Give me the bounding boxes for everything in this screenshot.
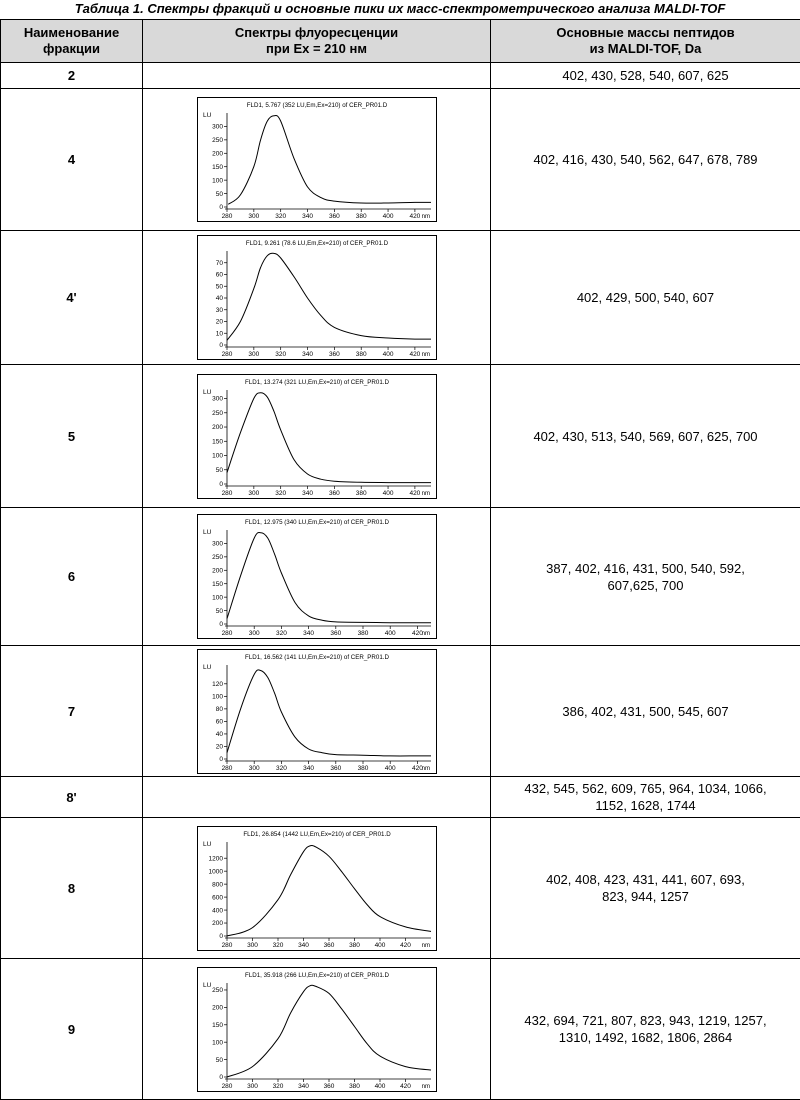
x-tick-label: 300 (248, 490, 259, 497)
x-tick-label: 280 (221, 942, 232, 949)
y-tick-label: 20 (215, 319, 223, 326)
x-tick-label: 380 (349, 1083, 360, 1090)
y-tick-label: 200 (212, 150, 223, 157)
masses-line: 432, 694, 721, 807, 823, 943, 1219, 1257, (524, 1013, 766, 1028)
table-row (1, 63, 800, 89)
x-tick-label: 340 (303, 765, 314, 772)
y-tick-label: 600 (212, 894, 223, 901)
y-tick-label: 70 (215, 260, 223, 267)
table-row (1, 231, 800, 365)
spectrum-chart (197, 514, 437, 639)
chart-frame (197, 236, 436, 360)
y-tick-label: 1000 (208, 868, 223, 875)
y-tick-label: 150 (212, 581, 223, 588)
spectrum-chart (197, 826, 437, 951)
y-tick-label: 0 (219, 1074, 223, 1081)
chart-title: FLD1, 5.767 (352 LU,Em,Ex=210) of CER_PR01.D (246, 102, 387, 109)
spectrum-cell (143, 89, 491, 231)
table-row (1, 777, 800, 818)
x-tick-label: 420 (400, 1083, 411, 1090)
x-tick-label: 420 (409, 490, 420, 497)
y-tick-label: 100 (212, 693, 223, 700)
x-tick-label: 380 (357, 765, 368, 772)
y-tick-label: 30 (215, 307, 223, 314)
header-fraction: Наименование фракции (1, 20, 143, 63)
chart-frame (197, 649, 436, 773)
fraction-cell: 8' (1, 777, 143, 818)
chart-title: FLD1, 35.918 (266 LU,Em,Ex=210) of CER_PR01.D (245, 972, 389, 979)
masses-cell (491, 231, 800, 365)
y-tick-label: 20 (215, 743, 223, 750)
spectrum-chart (197, 649, 437, 774)
y-tick-label: 100 (212, 1039, 223, 1046)
y-tick-label: 100 (212, 594, 223, 601)
masses-line: 607,625, 700 (608, 578, 684, 593)
chart-title: FLD1, 16.562 (141 LU,Em,Ex=210) of CER_PR01.D (245, 654, 389, 661)
spectrum-chart (197, 967, 437, 1092)
x-tick-label: 360 (330, 765, 341, 772)
y-tick-label: 800 (212, 881, 223, 888)
fraction-cell: 6 (1, 508, 143, 646)
x-tick-label: 320 (275, 213, 286, 220)
x-tick-label: 420 (409, 351, 420, 358)
y-tick-label: 250 (212, 409, 223, 416)
y-tick-label: 10 (215, 330, 223, 337)
y-tick-label: 1200 (208, 855, 223, 862)
x-tick-label: 320 (275, 490, 286, 497)
masses-line: 387, 402, 416, 431, 500, 540, 592, (546, 561, 745, 576)
x-tick-label: 280 (221, 765, 232, 772)
x-axis-label: nm (421, 631, 429, 637)
y-axis-label: LU (203, 389, 212, 396)
masses-cell (491, 959, 800, 1100)
masses-cell (491, 508, 800, 646)
x-tick-label: 320 (275, 630, 286, 637)
x-tick-label: 380 (349, 942, 360, 949)
y-tick-label: 200 (212, 1004, 223, 1011)
x-tick-label: 320 (275, 351, 286, 358)
x-tick-label: 380 (355, 490, 366, 497)
x-tick-label: 360 (328, 351, 339, 358)
x-tick-label: 360 (328, 213, 339, 220)
masses-line: 823, 944, 1257 (602, 889, 689, 904)
x-tick-label: 400 (384, 765, 395, 772)
header-spectra: Спектры флуоресценции при Ex = 210 нм (143, 20, 491, 63)
x-tick-label: 420 (400, 942, 411, 949)
y-tick-label: 0 (219, 204, 223, 211)
y-tick-label: 100 (212, 452, 223, 459)
x-tick-label: 280 (221, 490, 232, 497)
y-tick-label: 0 (219, 342, 223, 349)
masses-cell (491, 777, 800, 818)
spectrum-cell (143, 959, 491, 1100)
y-tick-label: 80 (215, 706, 223, 713)
y-axis-label: LU (203, 841, 212, 848)
x-tick-label: 340 (302, 490, 313, 497)
y-tick-label: 300 (212, 124, 223, 131)
x-tick-label: 400 (382, 351, 393, 358)
y-tick-label: 50 (215, 283, 223, 290)
y-tick-label: 60 (215, 272, 223, 279)
y-tick-label: 50 (215, 466, 223, 473)
table-row (1, 89, 800, 231)
x-tick-label: 360 (330, 630, 341, 637)
table-row (1, 508, 800, 646)
fraction-cell: 9 (1, 959, 143, 1100)
y-tick-label: 200 (212, 920, 223, 927)
spectrum-cell (143, 818, 491, 959)
y-tick-label: 150 (212, 1021, 223, 1028)
x-axis-label: nm (421, 766, 429, 772)
chart-title: FLD1, 9.261 (78.6 LU,Em,Ex=210) of CER_PR01.D (245, 240, 388, 247)
y-axis-label: LU (203, 982, 212, 989)
table-row (1, 365, 800, 508)
y-tick-label: 200 (212, 567, 223, 574)
table-row (1, 818, 800, 959)
y-tick-label: 100 (212, 177, 223, 184)
fraction-cell: 5 (1, 365, 143, 508)
spectrum-cell (143, 777, 491, 818)
x-tick-label: 360 (323, 942, 334, 949)
x-tick-label: 360 (328, 490, 339, 497)
y-tick-label: 400 (212, 907, 223, 914)
table-row (1, 959, 800, 1100)
masses-line: 402, 430, 513, 540, 569, 607, 625, 700 (533, 429, 757, 444)
y-tick-label: 120 (212, 681, 223, 688)
y-tick-label: 250 (212, 137, 223, 144)
y-tick-label: 50 (215, 1056, 223, 1063)
x-tick-label: 340 (302, 351, 313, 358)
x-tick-label: 300 (248, 213, 259, 220)
x-tick-label: 340 (298, 1083, 309, 1090)
x-tick-label: 340 (303, 630, 314, 637)
y-axis-label: LU (203, 529, 212, 536)
masses-cell (491, 63, 800, 89)
y-tick-label: 250 (212, 987, 223, 994)
fraction-cell: 2 (1, 63, 143, 89)
masses-line: 432, 545, 562, 609, 765, 964, 1034, 1066, (524, 781, 766, 796)
masses-line: 1310, 1492, 1682, 1806, 2864 (559, 1030, 733, 1045)
chart-frame (197, 515, 436, 639)
x-tick-label: 300 (247, 942, 258, 949)
masses-line: 386, 402, 431, 500, 545, 607 (562, 704, 728, 719)
spectrum-chart (197, 235, 437, 360)
x-tick-label: 280 (221, 630, 232, 637)
x-axis-label: nm (421, 352, 429, 358)
y-axis-label: LU (203, 112, 212, 119)
masses-cell (491, 818, 800, 959)
masses-line: 1152, 1628, 1744 (595, 798, 695, 813)
y-tick-label: 0 (219, 756, 223, 763)
table-row (1, 646, 800, 777)
x-tick-label: 400 (382, 213, 393, 220)
x-tick-label: 420 (411, 630, 422, 637)
masses-line: 402, 416, 430, 540, 562, 647, 678, 789 (533, 152, 757, 167)
x-tick-label: 300 (248, 630, 259, 637)
spectrum-cell (143, 231, 491, 365)
masses-line: 402, 429, 500, 540, 607 (577, 290, 714, 305)
x-axis-label: nm (421, 1084, 429, 1090)
header-masses: Основные массы пептидов из MALDI-TOF, Da (491, 20, 800, 63)
y-tick-label: 250 (212, 554, 223, 561)
y-tick-label: 300 (212, 395, 223, 402)
x-tick-label: 420 (409, 213, 420, 220)
y-tick-label: 150 (212, 164, 223, 171)
fraction-cell: 7 (1, 646, 143, 777)
masses-cell (491, 365, 800, 508)
chart-title: FLD1, 13.274 (321 LU,Em,Ex=210) of CER_PR01.D (245, 379, 389, 386)
table-caption: Таблица 1. Спектры фракций и основные пики их масс-спектрометрического анализа MALDI-TOF (0, 0, 800, 20)
header-row (1, 20, 800, 63)
x-tick-label: 420 (411, 765, 422, 772)
x-tick-label: 300 (248, 765, 259, 772)
y-tick-label: 150 (212, 438, 223, 445)
chart-frame (197, 967, 436, 1091)
x-tick-label: 380 (355, 351, 366, 358)
masses-cell (491, 646, 800, 777)
x-tick-label: 320 (275, 765, 286, 772)
x-axis-label: nm (421, 214, 429, 220)
x-axis-label: nm (421, 943, 429, 949)
x-tick-label: 280 (221, 1083, 232, 1090)
y-tick-label: 0 (219, 481, 223, 488)
results-table (0, 19, 800, 1100)
spectrum-chart (197, 97, 437, 222)
y-tick-label: 0 (219, 933, 223, 940)
x-tick-label: 400 (382, 490, 393, 497)
x-tick-label: 340 (302, 213, 313, 220)
fraction-cell: 8 (1, 818, 143, 959)
x-axis-label: nm (421, 491, 429, 497)
x-tick-label: 400 (374, 942, 385, 949)
y-tick-label: 200 (212, 424, 223, 431)
x-tick-label: 340 (298, 942, 309, 949)
y-tick-label: 40 (215, 295, 223, 302)
x-tick-label: 280 (221, 213, 232, 220)
spectrum-cell (143, 365, 491, 508)
y-tick-label: 40 (215, 731, 223, 738)
spectrum-chart (197, 374, 437, 499)
y-tick-label: 50 (215, 191, 223, 198)
fraction-cell: 4' (1, 231, 143, 365)
chart-frame (197, 826, 436, 950)
x-tick-label: 380 (357, 630, 368, 637)
spectrum-cell (143, 63, 491, 89)
x-tick-label: 280 (221, 351, 232, 358)
x-tick-label: 300 (247, 1083, 258, 1090)
chart-title: FLD1, 26.854 (1442 LU,Em,Ex=210) of CER_PR01.D (243, 831, 391, 838)
x-tick-label: 300 (248, 351, 259, 358)
x-tick-label: 320 (272, 1083, 283, 1090)
y-tick-label: 0 (219, 621, 223, 628)
fraction-cell: 4 (1, 89, 143, 231)
x-tick-label: 400 (374, 1083, 385, 1090)
masses-line: 402, 430, 528, 540, 607, 625 (562, 68, 728, 83)
spectrum-cell (143, 646, 491, 777)
masses-line: 402, 408, 423, 431, 441, 607, 693, (546, 872, 745, 887)
masses-cell (491, 89, 800, 231)
x-tick-label: 400 (384, 630, 395, 637)
y-tick-label: 50 (215, 608, 223, 615)
x-tick-label: 380 (355, 213, 366, 220)
y-tick-label: 300 (212, 541, 223, 548)
y-tick-label: 60 (215, 718, 223, 725)
spectrum-cell (143, 508, 491, 646)
y-axis-label: LU (203, 664, 212, 671)
x-tick-label: 320 (272, 942, 283, 949)
x-tick-label: 360 (323, 1083, 334, 1090)
chart-title: FLD1, 12.975 (340 LU,Em,Ex=210) of CER_PR01.D (245, 519, 389, 526)
chart-frame (197, 374, 436, 498)
